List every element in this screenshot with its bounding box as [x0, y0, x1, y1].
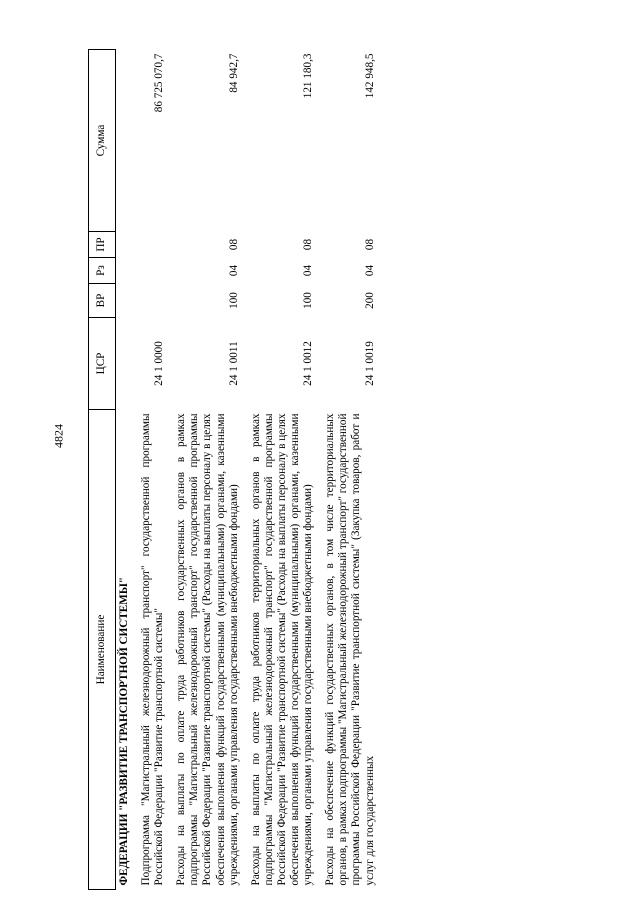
row-rz — [133, 258, 168, 284]
row-vr: 100 — [227, 292, 240, 309]
row-name: Расходы на обеспечение функций государственных органов, в том числе территориальных органов, в рамках подпрограммы "Магистральный железнодорожный транспорт" государственной программы Российской Федерации "Развитие транспортной системы" (Закупка товаров, работ и услуг для государственных — [324, 413, 376, 886]
row-name: Подпрограмма "Магистральный железнодорожный транспорт" государственной программы Российской Федерации "Развитие транспортной системы" — [140, 413, 166, 886]
row-pr: 08 — [363, 238, 376, 251]
row-vr: 100 — [302, 292, 315, 309]
row-pr — [133, 232, 168, 258]
row-sum: 121 180,3 — [302, 53, 315, 99]
rotated-page — [88, 50, 600, 890]
table-header-row — [89, 50, 116, 890]
row-sum: 86 725 070,7 — [153, 53, 166, 113]
row-vr: 200 — [363, 292, 376, 309]
header-rz: Рз — [89, 258, 116, 284]
row-pr: 08 — [302, 238, 315, 251]
header-name: Наименование — [89, 410, 116, 890]
table-row — [168, 50, 242, 890]
header-csr: ЦСР — [89, 318, 116, 410]
row-sum: 142 948,5 — [363, 53, 376, 99]
header-vr: ВР — [89, 284, 116, 318]
section-title-row — [116, 50, 134, 890]
table-row — [317, 50, 378, 890]
row-csr: 24 1 0019 — [363, 341, 376, 386]
row-csr: 24 1 0012 — [302, 341, 315, 386]
page-number: 4824 — [51, 424, 66, 448]
section-title: ФЕДЕРАЦИИ "РАЗВИТИЕ ТРАНСПОРТНОЙ СИСТЕМЫ" — [118, 576, 130, 886]
row-rz: 04 — [302, 264, 315, 277]
row-csr: 24 1 0011 — [227, 341, 240, 386]
header-sum: Сумма — [89, 50, 116, 232]
table-row — [133, 50, 168, 890]
row-vr — [133, 284, 168, 318]
row-rz: 04 — [363, 264, 376, 277]
row-rz: 04 — [227, 264, 240, 277]
row-name: Расходы на выплаты по оплате труда работников государственных органов в рамках подпрограммы "Магистральный железнодорожный транспорт" государственной программы Российской Федерации "Развитие транспортной системы" (Расходы на выплаты персоналу в целях обеспечения выполнения функций государственными (муниципальными) органами, казенными учреждениями, органами управления государственными внебюджетными фондами) — [175, 413, 240, 886]
row-pr: 08 — [227, 238, 240, 251]
budget-table — [88, 49, 379, 890]
table-row — [243, 50, 317, 890]
row-name: Расходы на выплаты по оплате труда работников территориальных органов в рамках подпрограммы "Магистральный железнодорожный транспорт" государственной программы Российской Федерации "Развитие транспортной системы" (Расходы на выплаты персоналу в целях обеспечения выполнения функций государственными (муниципальными) органами, казенными учреждениями, органами управления государственными внебюджетными фондами) — [249, 413, 315, 886]
row-csr: 24 1 0000 — [153, 341, 166, 386]
row-sum: 84 942,7 — [227, 53, 240, 93]
header-pr: ПР — [89, 232, 116, 258]
